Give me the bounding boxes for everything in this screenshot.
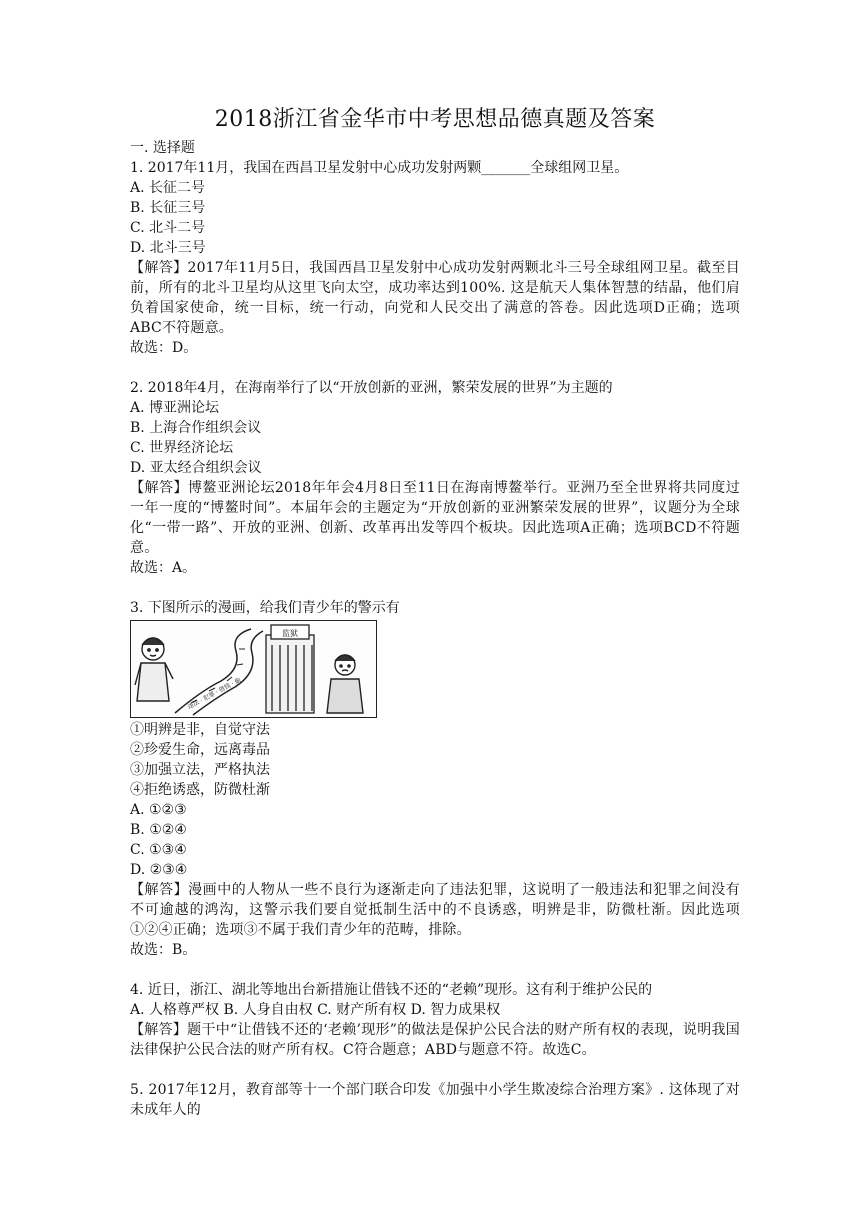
question-2-answer: 【解答】博鳌亚洲论坛2018年年会4月8日至11日在海南博鳌举行。亚洲乃至全世界将共同度过一年一度的“博鳌时间”。本届年会的主题定为“开放创新的亚洲繁荣发展的世界”，议题分为全球化“一带一路”、开放的亚洲、创新、改革再出发等四个板块。因此选项A正确；选项BCD不符题意。 [130, 480, 740, 556]
question-3-answer: 【解答】漫画中的人物从一些不良行为逐渐走向了违法犯罪，这说明了一般违法和犯罪之间没有不可逾越的鸿沟，这警示我们要自觉抵制生活中的不良诱惑，明辨是非，防微杜渐。因此选项①②④正确；选项③不属于我们青少年的范畴，排除。 [130, 882, 740, 938]
prison-building [266, 625, 314, 713]
question-1-option-c: C. 北斗二号 [130, 220, 206, 236]
question-1-option-d: D. 北斗三号 [130, 240, 206, 256]
question-2-final: 故选：A。 [130, 560, 197, 576]
question-1-answer: 【解答】2017年11月5日，我国西昌卫星发射中心成功发射两颗北斗三号全球组网卫星。截至目前，所有的北斗卫星均从这里飞向太空，成功率达到100%. 这是航天人集体智慧的结晶，他们肩负着国家使命，统一目标，统一行动，向党和人民交出了满意的答卷。因此选项D正确；选项ABC不符题意。 [130, 260, 740, 336]
question-3-stem: 3. 下图所示的漫画，给我们青少年的警示有 [130, 600, 400, 616]
question-4-stem: 4. 近日，浙江、湖北等地出台新措施让借钱不还的“老赖”现形。这有利于维护公民的 [130, 982, 653, 998]
comic-illustration [130, 620, 377, 718]
statement-3: ③加强立法，严格执法 [130, 762, 270, 778]
document-title: 2018浙江省金华市中考思想品德真题及答案 [214, 107, 656, 132]
question-2-option-a: A. 博亚洲论坛 [130, 400, 220, 416]
question-3-option-a: A. ①②③ [130, 802, 187, 818]
spacer [130, 1060, 740, 1080]
question-2-option-d: D. 亚太经合组织会议 [130, 460, 262, 476]
prison-sign: 监狱 [282, 629, 298, 638]
spacer [130, 960, 740, 980]
question-2-stem: 2. 2018年4月，在海南举行了以“开放创新的亚洲，繁荣发展的世界”为主题的 [130, 380, 613, 396]
statement-2: ②珍爱生命，远离毒品 [130, 742, 270, 758]
question-5-stem: 5. 2017年12月，教育部等十一个部门联合印发《加强中小学生欺凌综合治理方案》. 这体现了对未成年人的 [130, 1082, 740, 1118]
question-4-answer: 【解答】题干中“让借钱不还的‘老赖’现形”的做法是保护公民合法的财产所有权的表现，说明我国法律保护公民合法的财产所有权。C符合题意；ABD与题意不符。故选C。 [130, 1022, 740, 1058]
spacer [130, 358, 740, 378]
question-1-option-b: B. 长征三号 [130, 200, 206, 216]
statement-1: ①明辨是非，自觉守法 [130, 722, 270, 738]
statement-4: ④拒绝诱惑，防微杜渐 [130, 782, 270, 798]
question-3-option-c: C. ①③④ [130, 842, 187, 858]
section-heading: 一. 选择题 [130, 140, 195, 156]
path-label: 违法 · 犯罪 · 借钱 · 偷 [186, 676, 243, 711]
question-1-option-a: A. 长征二号 [130, 180, 206, 196]
question-3-option-b: B. ①②④ [130, 822, 187, 838]
question-2-option-c: C. 世界经济论坛 [130, 440, 234, 456]
question-4-options: A. 人格尊严权 B. 人身自由权 C. 财产所有权 D. 智力成果权 [130, 1002, 501, 1018]
question-1-final: 故选：D。 [130, 340, 198, 356]
spacer [130, 578, 740, 598]
document-page [130, 104, 740, 1120]
question-2-option-b: B. 上海合作组织会议 [130, 420, 262, 436]
question-3-option-d: D. ②③④ [130, 862, 188, 878]
question-1-stem: 1. 2017年11月，我国在西昌卫星发射中心成功发射两颗_______全球组网卫星。 [130, 160, 629, 176]
question-3-final: 故选：B。 [130, 942, 197, 958]
